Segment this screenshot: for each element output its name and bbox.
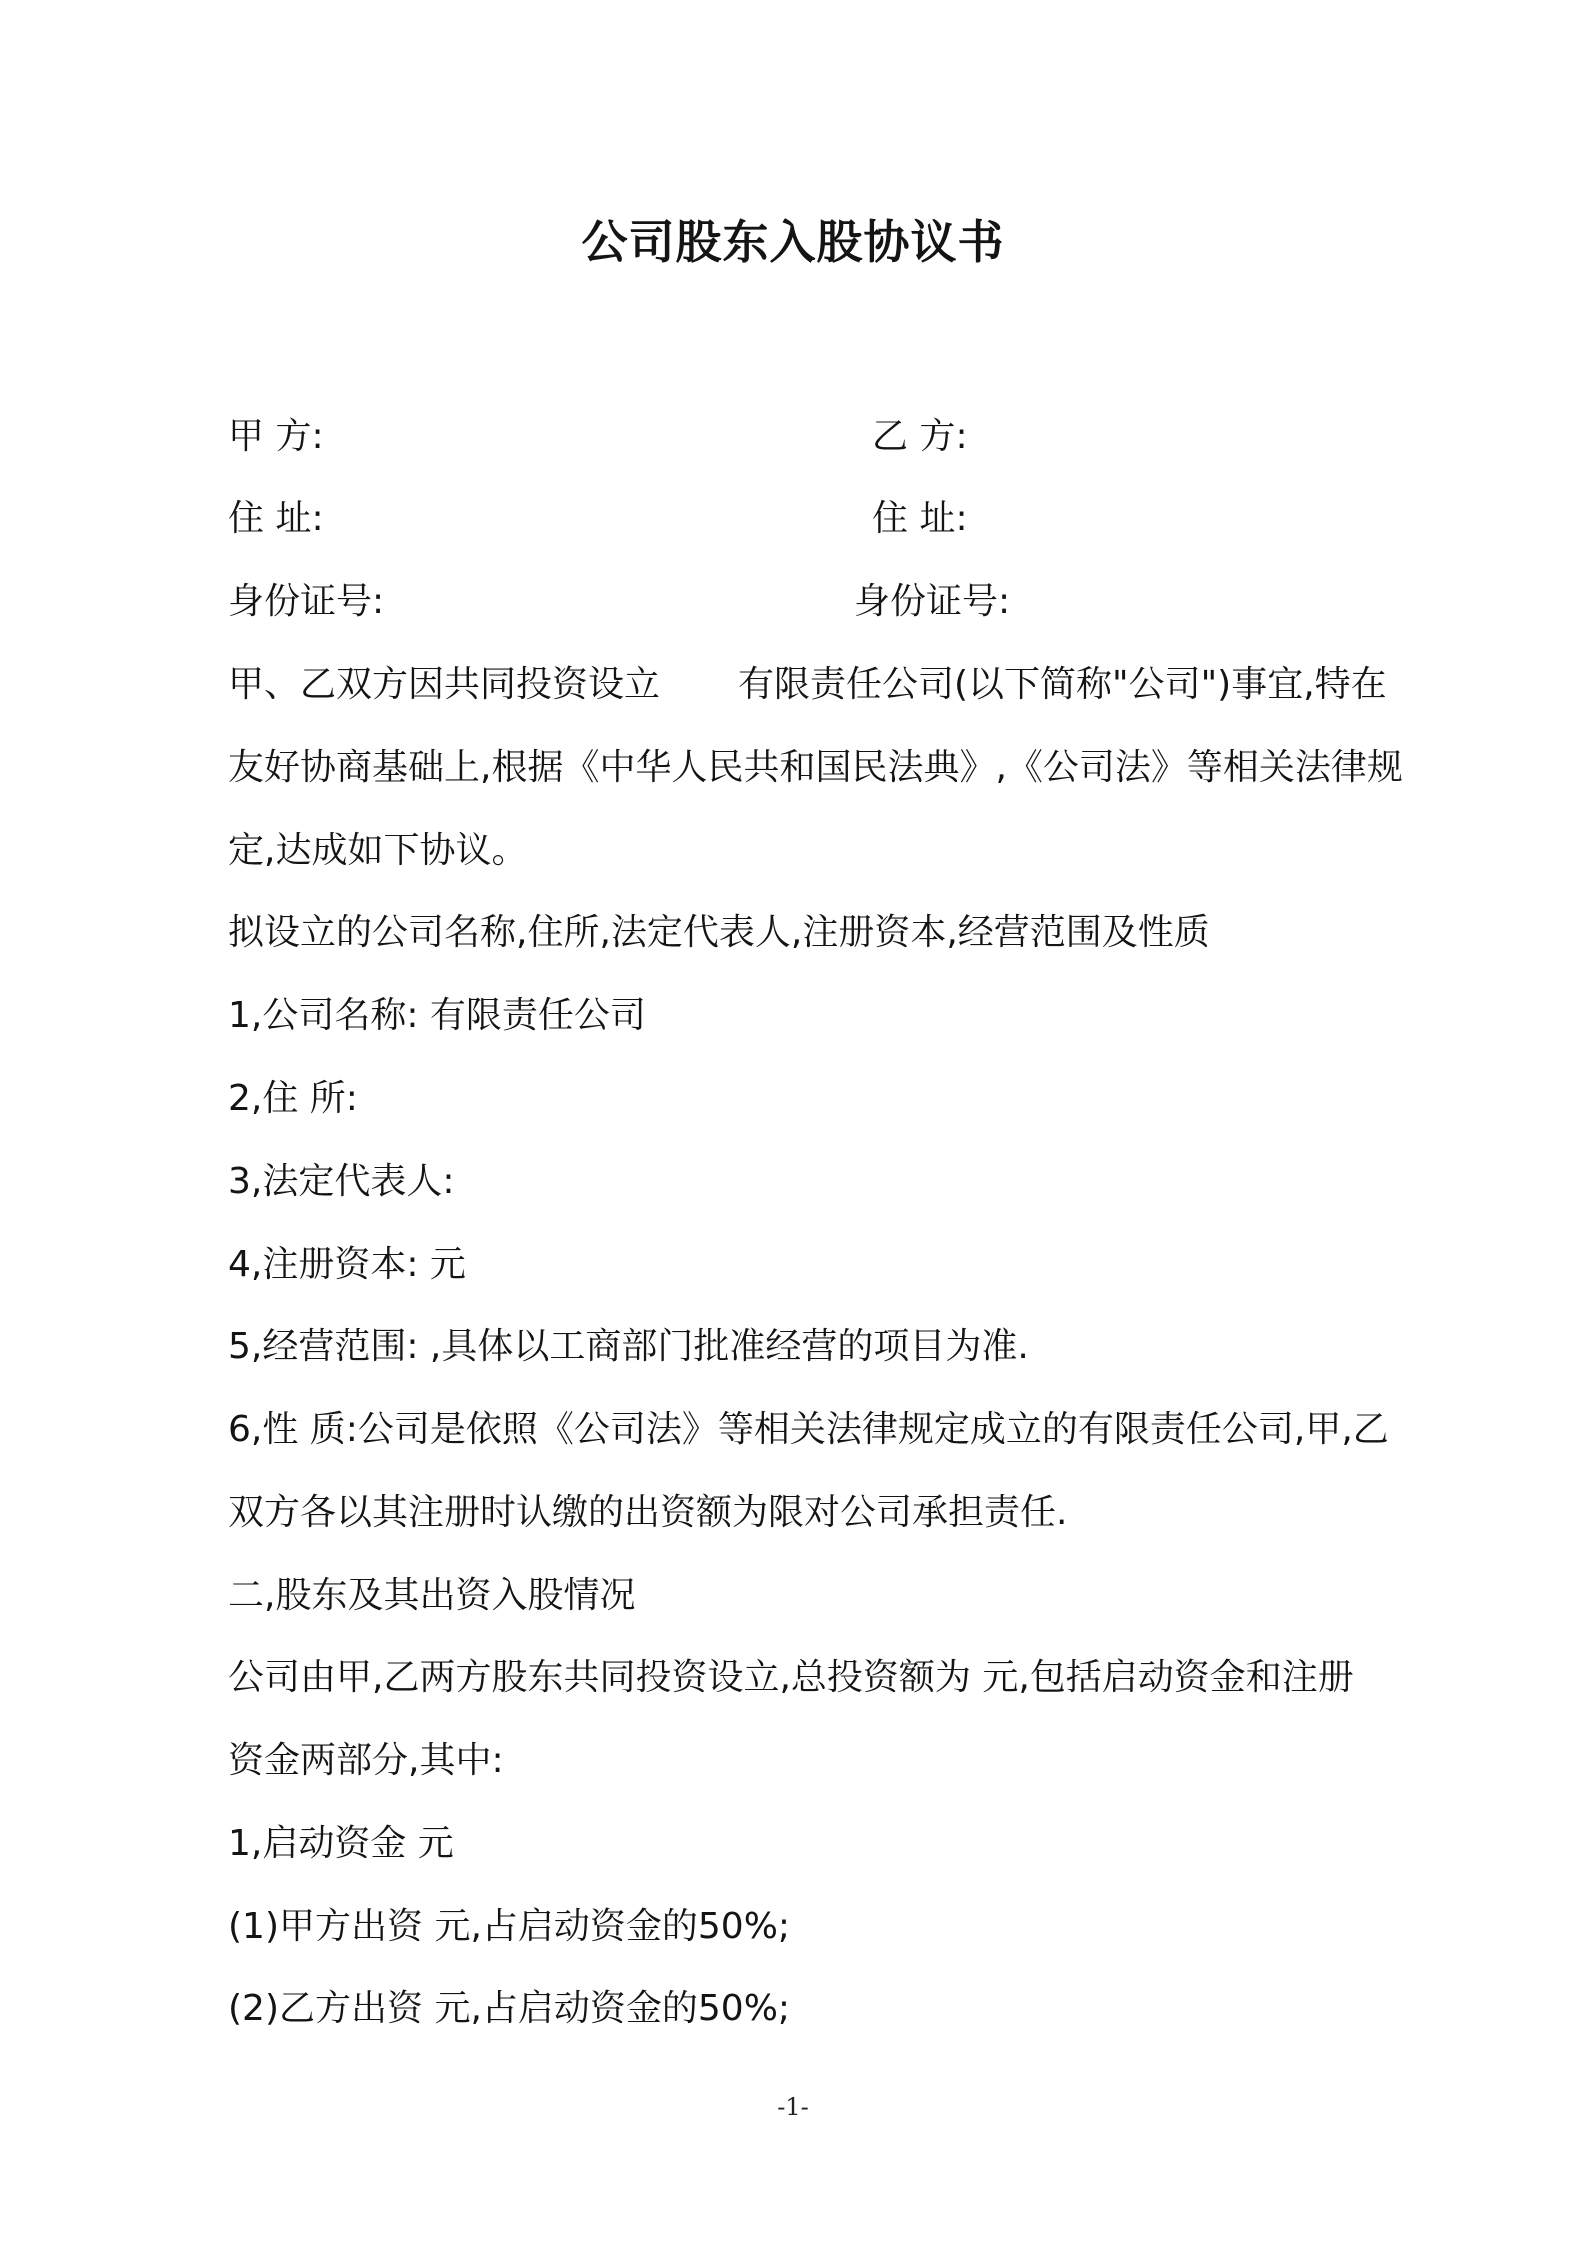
section-2-line-2: 资金两部分,其中: xyxy=(228,1740,504,1781)
party-a-label: 甲 方: xyxy=(228,416,324,457)
party-b-label: 乙 方: xyxy=(872,416,968,457)
id-a-label: 身份证号: xyxy=(228,581,385,622)
page-number: -1- xyxy=(777,2093,809,2121)
item-address: 2,住 所: xyxy=(228,1078,358,1119)
address-b-label: 住 址: xyxy=(872,498,968,539)
section-2-heading: 二,股东及其出资入股情况 xyxy=(228,1575,636,1616)
section-1-heading: 拟设立的公司名称,住所,法定代表人,注册资本,经营范围及性质 xyxy=(228,912,1210,953)
item-company-name: 1,公司名称: 有限责任公司 xyxy=(228,995,646,1036)
party-b-contribution: (2)乙方出资 元,占启动资金的50%; xyxy=(228,1988,791,2029)
intro-part-2: 有限责任公司(以下简称"公司")事宜,特在 xyxy=(738,664,1387,705)
party-a-contribution: (1)甲方出资 元,占启动资金的50%; xyxy=(228,1906,791,1947)
intro-line-1 xyxy=(228,660,1387,710)
intro-line-3: 定,达成如下协议。 xyxy=(228,830,528,871)
address-a-label: 住 址: xyxy=(228,498,324,539)
startup-fund: 1,启动资金 元 xyxy=(228,1823,454,1864)
document-title: 公司股东入股协议书 xyxy=(581,215,1005,269)
item-legal-rep: 3,法定代表人: xyxy=(228,1161,455,1202)
section-2-line-1: 公司由甲,乙两方股东共同投资设立,总投资额为 元,包括启动资金和注册 xyxy=(228,1657,1354,1698)
id-b-label: 身份证号: xyxy=(854,581,1011,622)
intro-line-2: 友好协商基础上,根据《中华人民共和国民法典》,《公司法》等相关法律规 xyxy=(228,747,1403,788)
item-business-scope: 5,经营范围: ,具体以工商部门批准经营的项目为准. xyxy=(228,1326,1029,1367)
item-registered-capital: 4,注册资本: 元 xyxy=(228,1244,466,1285)
item-nature-line-2: 双方各以其注册时认缴的出资额为限对公司承担责任. xyxy=(228,1492,1068,1533)
item-nature-line-1: 6,性 质:公司是依照《公司法》等相关法律规定成立的有限责任公司,甲,乙 xyxy=(228,1409,1389,1450)
intro-part-1: 甲、乙双方因共同投资设立 xyxy=(228,664,661,705)
